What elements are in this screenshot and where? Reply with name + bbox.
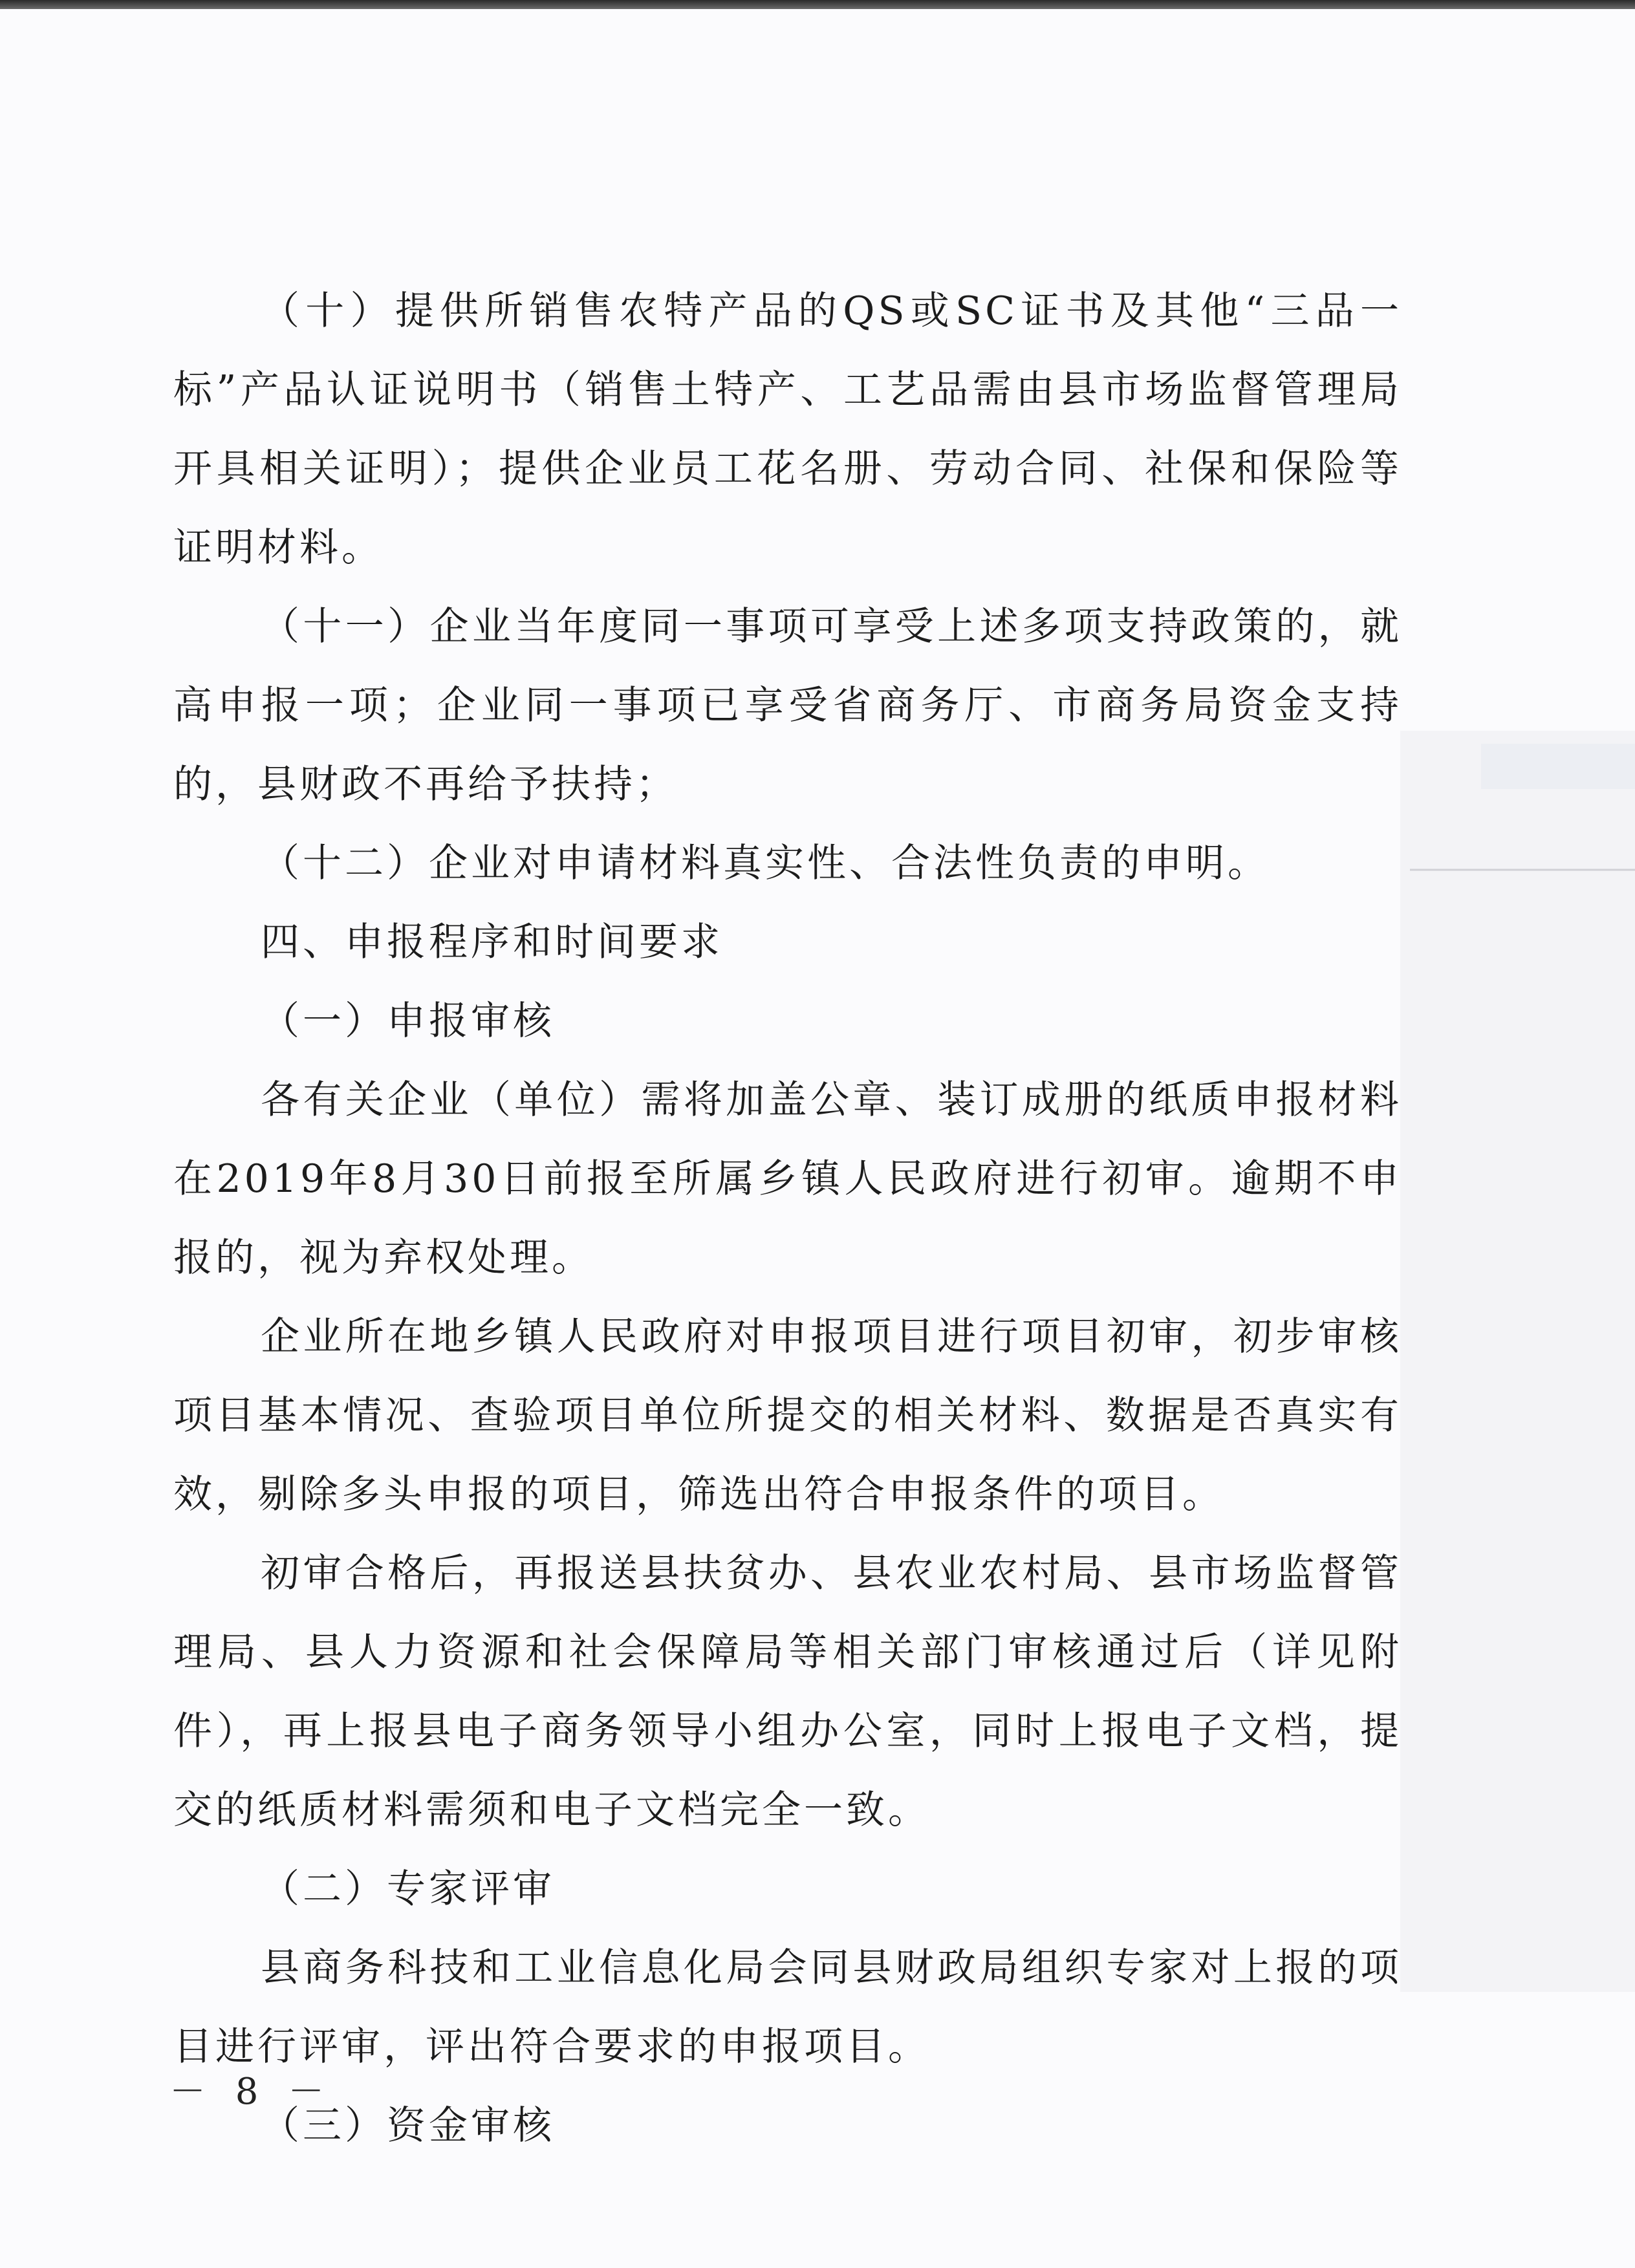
expert-review-paragraph: 县商务科技和工业信息化局会同县财政局组织专家对上报的项目进行评审，评出符合要求的申报项目。: [173, 1945, 1402, 2069]
department-review-paragraph: 初审合格后，再报送县扶贫办、县农业农村局、县市场监督管理局、县人力资源和社会保障局等相关部门审核通过后（详见附件），再上报县电子商务领导小组办公室，同时上报电子文档，提交的纸质材料需须和电子文档完全一致。: [173, 1551, 1402, 1833]
item-11-paragraph: （十一）企业当年度同一事项可享受上述多项支持政策的，就高申报一项；企业同一事项已享受省商务厅、市商务局资金支持的，县财政不再给予扶持；: [173, 604, 1402, 807]
item-10-paragraph: （十）提供所销售农特产品的QS或SC证书及其他“三品一标”产品认证说明书（销售土特产、工艺品需由县市场监督管理局开具相关证明）；提供企业员工花名册、劳动合同、社保和保险等证明材料。: [173, 288, 1402, 570]
township-review-paragraph: 企业所在地乡镇人民政府对申报项目进行项目初审，初步审核项目基本情况、查验项目单位所提交的相关材料、数据是否真实有效，剔除多头申报的项目，筛选出符合申报条件的项目。: [173, 1314, 1402, 1517]
submission-deadline-paragraph: 各有关企业（单位）需将加盖公章、装订成册的纸质申报材料在2019年8月30日前报至所属乡镇人民政府进行初审。逾期不申报的，视为弃权处理。: [173, 1077, 1402, 1280]
section-4-heading: 四、申报程序和时间要求: [261, 920, 723, 965]
subsection-2-heading: （二）专家评审: [261, 1866, 555, 1912]
subsection-3-heading: （三）资金审核: [261, 2103, 555, 2148]
document-body: [173, 272, 1402, 2165]
subsection-1-heading: （一）申报审核: [261, 999, 555, 1044]
item-12-paragraph: （十二）企业对申请材料真实性、合法性负责的申明。: [261, 841, 1270, 886]
page-number: － 8 －: [169, 2071, 334, 2113]
